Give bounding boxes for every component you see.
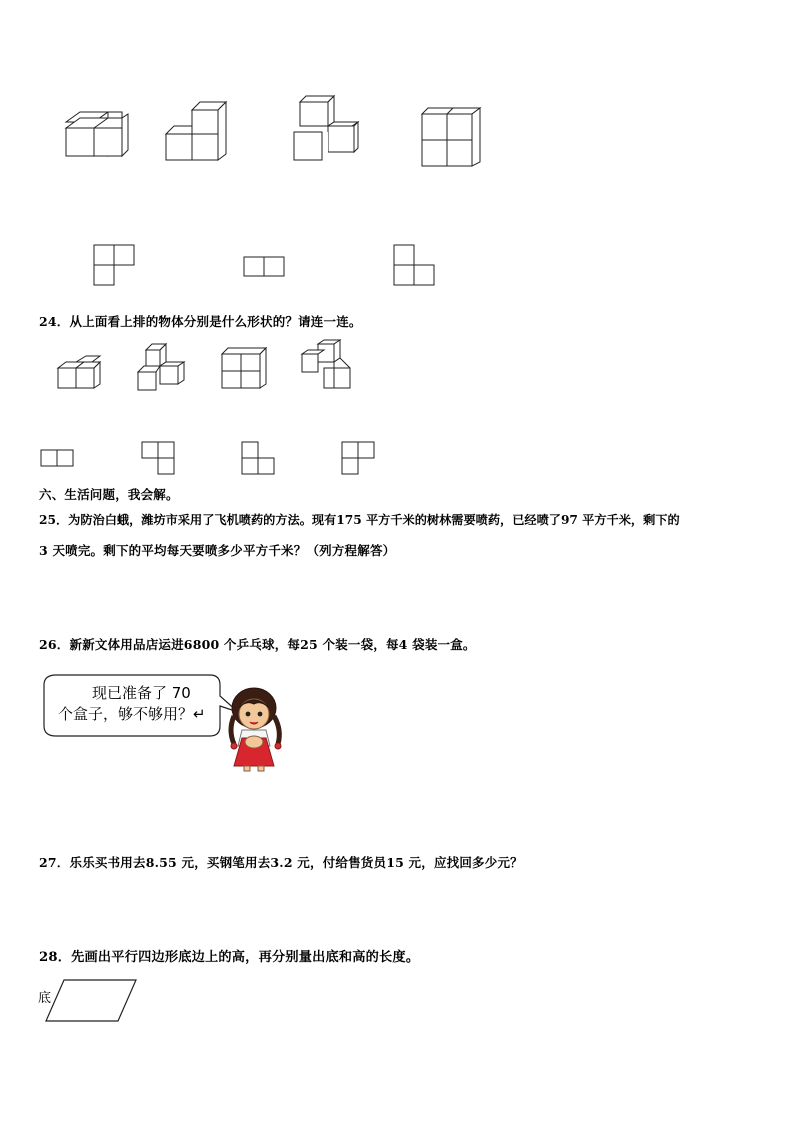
base-label: 底 — [38, 991, 52, 1006]
bubble-text-line-2: 个盒子，够不够用？↵ — [58, 705, 206, 723]
q24-cube-figure-4 — [300, 338, 354, 392]
top-view-shape-3 — [393, 244, 437, 288]
q24-top-view-4 — [341, 441, 377, 477]
question-24-title: 24．从上面看上排的物体分别是什么形状的？请连一连。 — [39, 314, 362, 329]
question-25-line-2: 3 天喷完。剩下的平均每天要喷多少平方千米？（列方程解答） — [39, 543, 396, 558]
cube-figure-3 — [290, 94, 366, 166]
question-28-title: 28．先画出平行四边形底边上的高，再分别量出底和高的长度。 — [39, 950, 420, 965]
q24-cube-figure-2 — [136, 342, 188, 394]
cube-figure-4 — [420, 104, 486, 170]
question-25-line-1: 25．为防治白蛾，潍坊市采用了飞机喷药的方法。现有175 平方千米的树林需要喷药，已经喷了97 平方千米，剩下的 — [39, 513, 680, 527]
q24-top-view-1 — [40, 449, 76, 469]
q24-top-view-3 — [241, 441, 277, 477]
top-view-shape-2 — [243, 256, 287, 278]
parallelogram — [44, 978, 140, 1024]
question-26-title: 26．新新文体用品店运进6800 个乒乓球，每25 个装一袋，每4 袋装一盒。 — [39, 637, 476, 652]
q24-top-view-2 — [141, 441, 177, 477]
q24-cube-figure-1 — [56, 354, 104, 392]
cube-figure-2 — [162, 98, 234, 164]
question-27-title: 27．乐乐买书用去8.55 元，买钢笔用去3.2 元，付给售货员15 元，应找回多少元？ — [39, 855, 523, 870]
girl-illustration — [226, 686, 292, 772]
section-6-heading: 六、生活问题，我会解。 — [39, 487, 179, 502]
cube-figure-1 — [60, 110, 130, 162]
top-view-shape-1 — [93, 244, 137, 288]
q24-cube-figure-3 — [220, 346, 268, 390]
bubble-text-line-1: 现已准备了 70 — [92, 684, 191, 702]
